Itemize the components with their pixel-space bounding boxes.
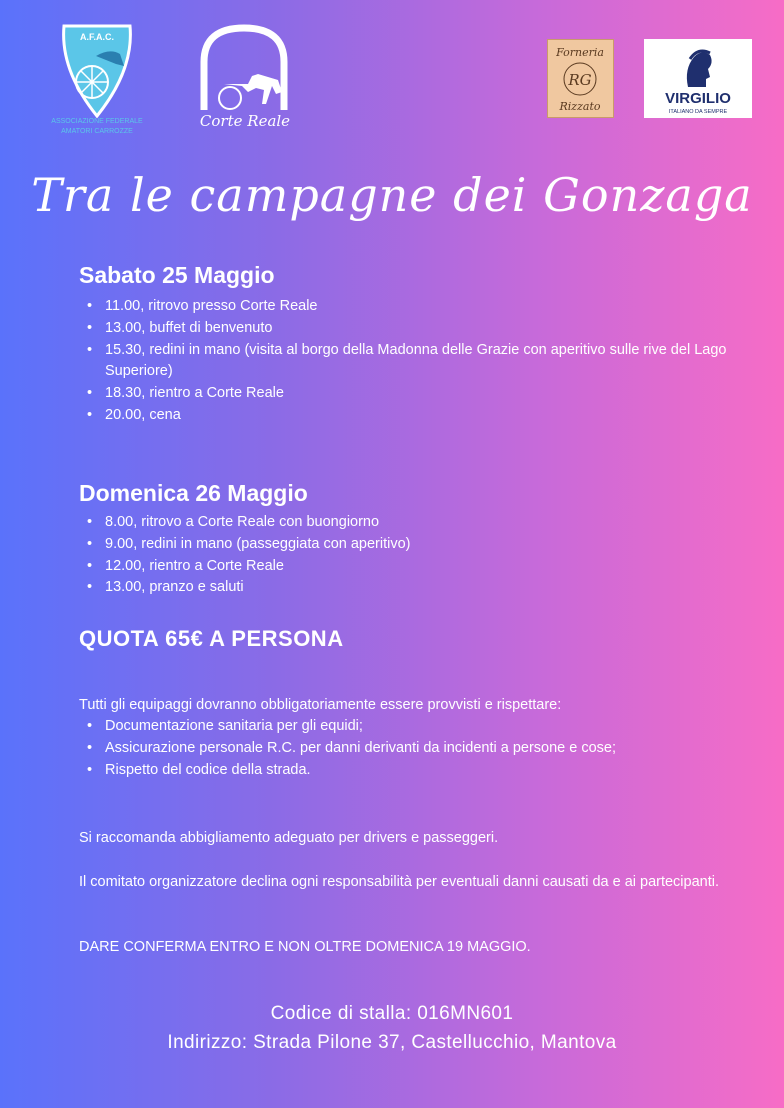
sunday-item: • 8.00, ritrovo a Corte Reale con buongiorno bbox=[105, 512, 745, 534]
liability-disclaimer: Il comitato organizzatore declina ogni responsabilità per eventuali danni causati da e ai partecipanti. bbox=[79, 874, 720, 890]
afac-logo bbox=[30, 20, 164, 138]
sunday-heading: Domenica 26 Maggio bbox=[79, 480, 308, 506]
saturday-item: • 11.00, ritrovo presso Corte Reale bbox=[105, 296, 745, 318]
clothing-recommendation: Si raccomanda abbigliamento adeguato per drivers e passeggeri. bbox=[79, 830, 499, 846]
afac-logo-caption-2: AMATORI CARROZZE bbox=[61, 128, 133, 135]
virgilio-logo bbox=[644, 39, 752, 118]
saturday-item: • 20.00, cena bbox=[105, 405, 745, 427]
corte-reale-logo bbox=[186, 22, 304, 134]
afac-logo-text: A.F.A.C. bbox=[79, 32, 115, 42]
forneria-logo-top: Forneria bbox=[556, 46, 604, 59]
saturday-item: • 15.30, redini in mano (visita al borgo della Madonna delle Grazie con aperitivo sulle rive del Lago Superiore) bbox=[105, 340, 745, 384]
requirements-list bbox=[79, 716, 745, 781]
sunday-schedule bbox=[79, 512, 745, 599]
saturday-item: • 13.00, buffet di benvenuto bbox=[105, 318, 745, 340]
requirement-item: • Documentazione sanitaria per gli equidi; bbox=[105, 716, 745, 738]
corte-reale-logo-text: Corte Reale bbox=[199, 112, 291, 130]
sunday-item: • 13.00, pranzo e saluti bbox=[105, 577, 745, 599]
saturday-schedule bbox=[79, 296, 745, 427]
requirement-item: • Rispetto del codice della strada. bbox=[105, 760, 745, 782]
virgilio-logo-name: VIRGILIO bbox=[665, 90, 731, 107]
forneria-logo-bottom: Rizzato bbox=[559, 100, 601, 113]
forneria-rizzato-logo bbox=[547, 39, 614, 118]
afac-logo-caption-1: ASSOCIAZIONE FEDERALE bbox=[51, 118, 143, 125]
virgilio-logo-tagline: ITALIANO DA SEMPRE bbox=[668, 109, 728, 115]
sunday-item: • 9.00, redini in mano (passeggiata con aperitivo) bbox=[105, 534, 745, 556]
address: Indirizzo: Strada Pilone 37, Castellucchio, Mantova bbox=[167, 1032, 617, 1053]
price-heading: QUOTA 65€ A PERSONA bbox=[79, 626, 344, 651]
confirmation-deadline: DARE CONFERMA ENTRO E NON OLTRE DOMENICA 19 MAGGIO. bbox=[79, 939, 531, 955]
event-title: Tra le campagne dei Gonzaga bbox=[31, 168, 753, 222]
requirement-item: • Assicurazione personale R.C. per danni derivanti da incidenti a persone e cose; bbox=[105, 738, 745, 760]
saturday-item: • 18.30, rientro a Corte Reale bbox=[105, 383, 745, 405]
stable-code: Codice di stalla: 016MN601 bbox=[270, 1003, 514, 1024]
saturday-heading: Sabato 25 Maggio bbox=[79, 262, 275, 288]
requirements-intro: Tutti gli equipaggi dovranno obbligatoriamente essere provvisti e rispettare: bbox=[79, 697, 562, 713]
sunday-item: • 12.00, rientro a Corte Reale bbox=[105, 556, 745, 578]
forneria-logo-mid: RG bbox=[568, 71, 592, 89]
